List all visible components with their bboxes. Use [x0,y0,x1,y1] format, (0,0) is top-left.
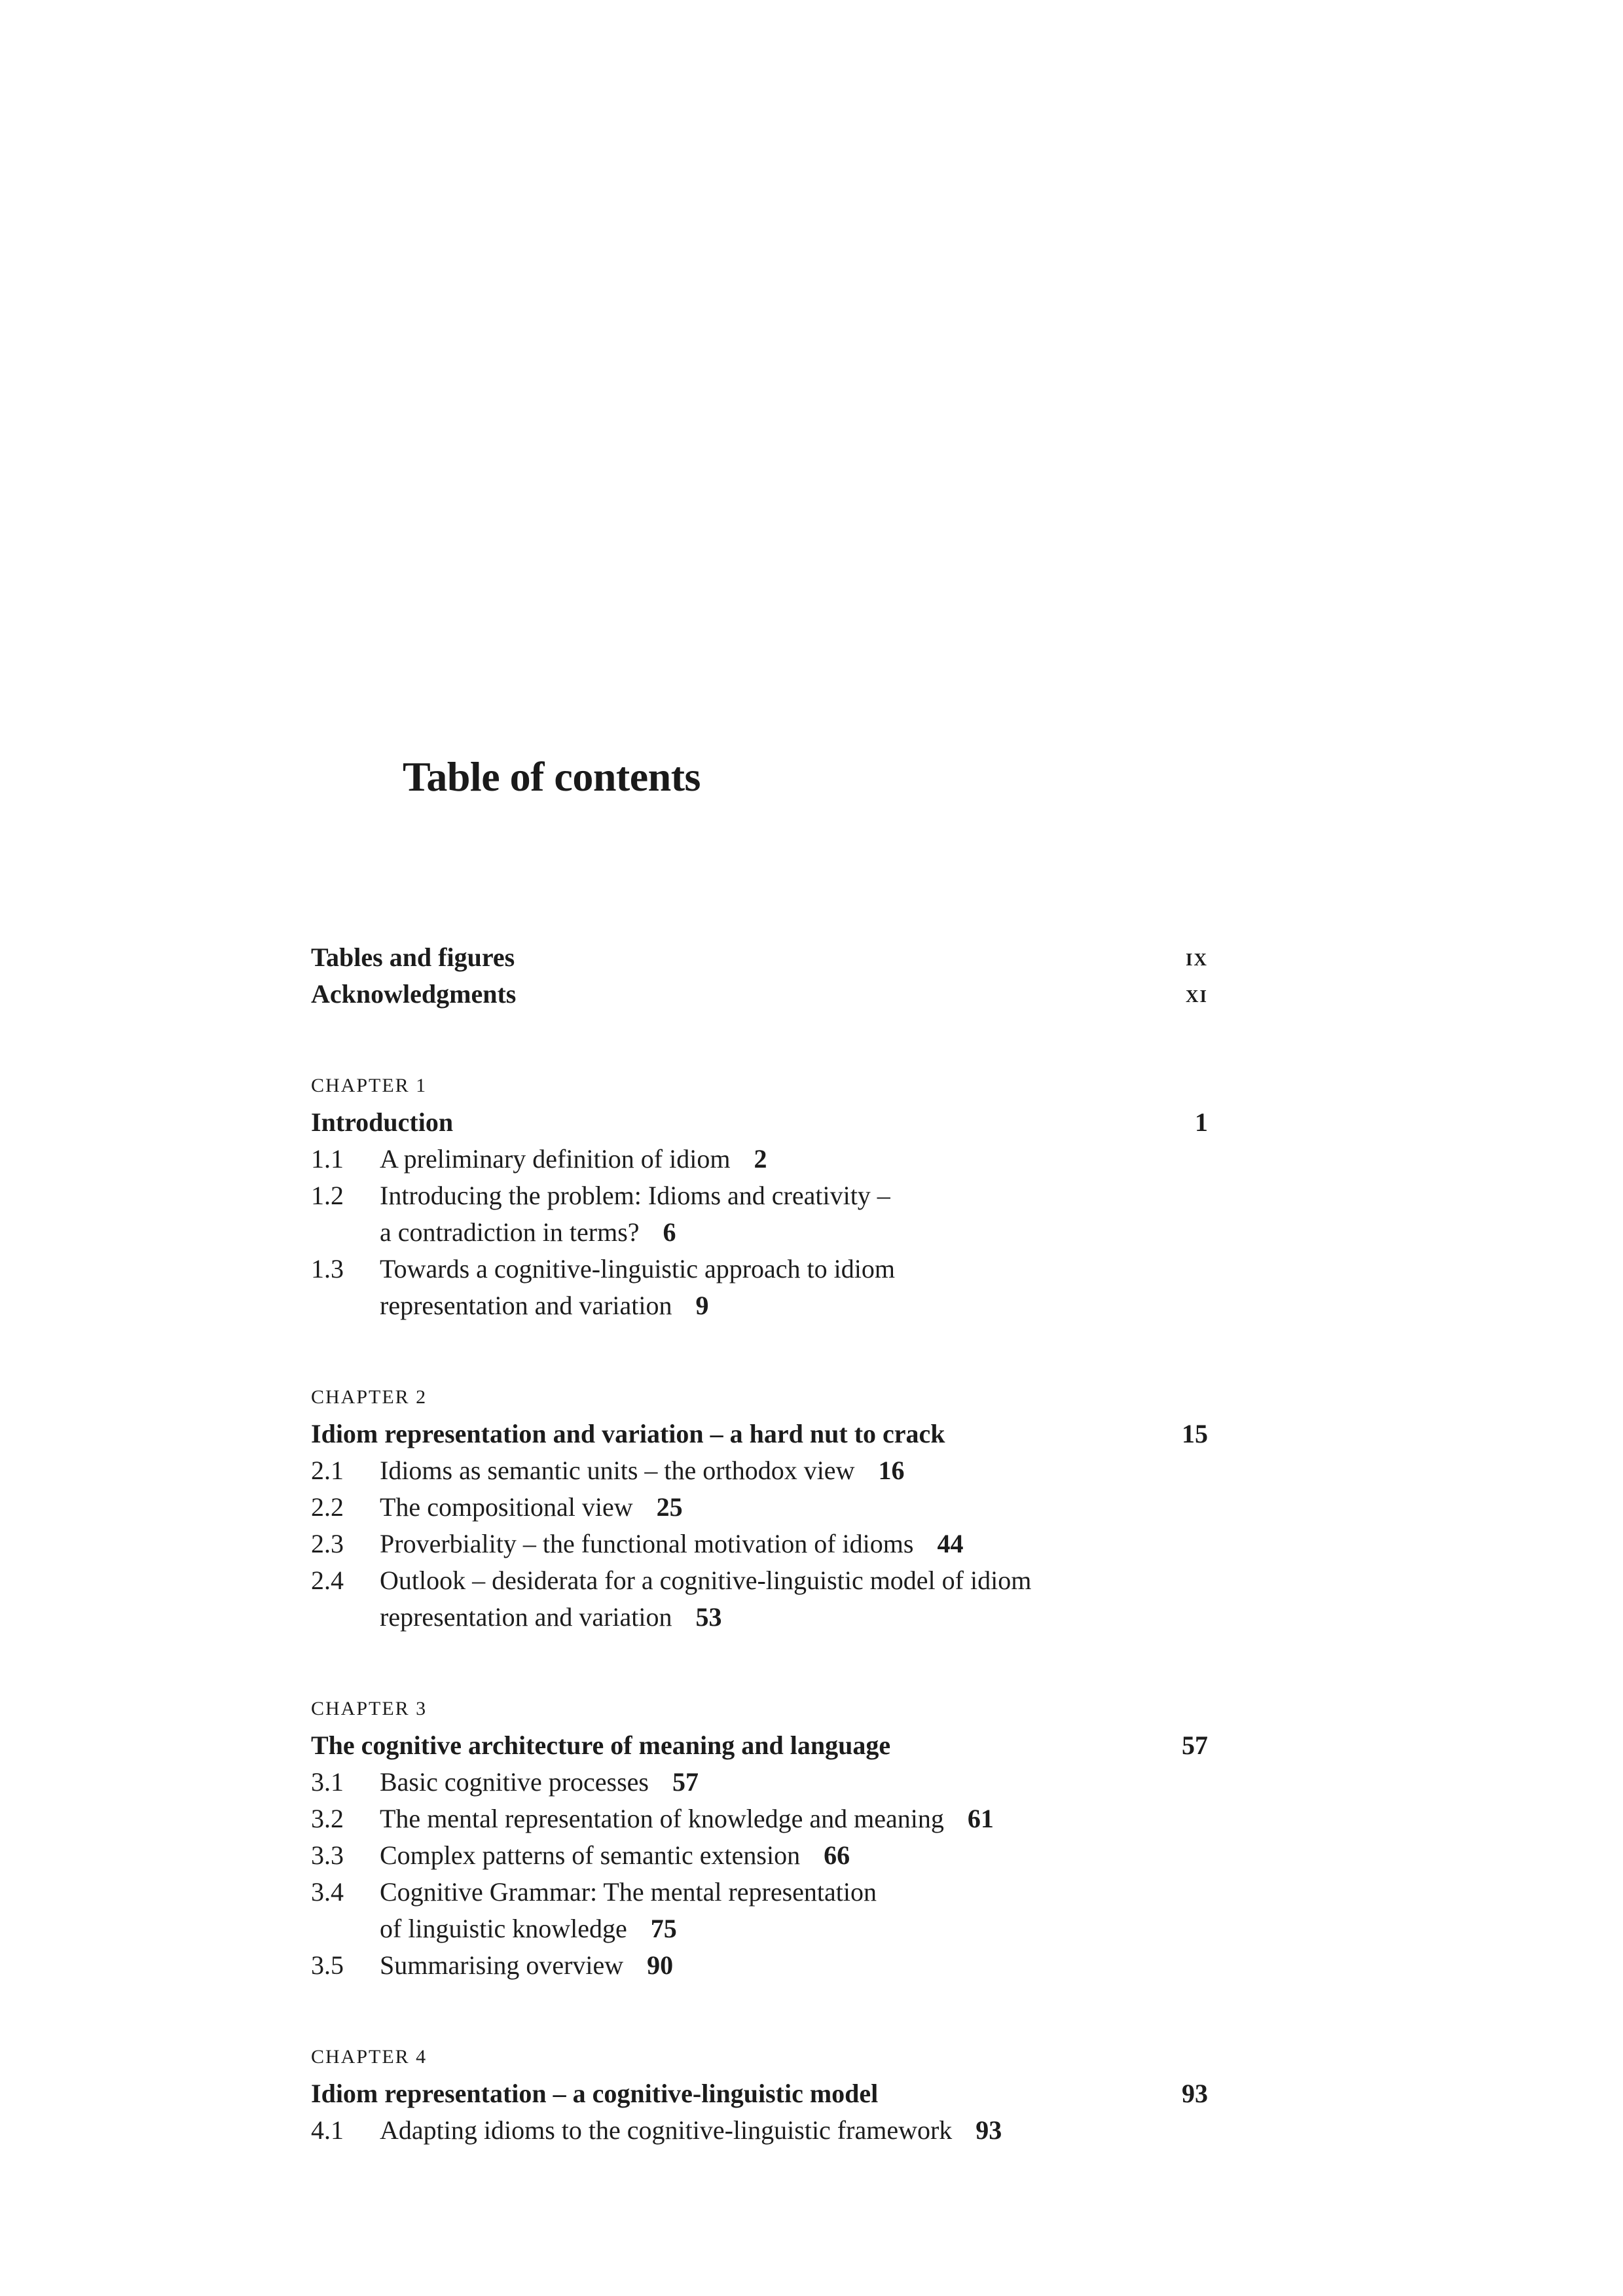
section-number: 4.1 [311,2115,344,2145]
entry-title: Tables and figures [311,942,515,972]
section-page: 57 [672,1767,699,1797]
section-title: Introducing the problem: Idioms and creativity – [380,1181,890,1210]
chapter-block [311,1383,1208,1636]
section-entry[interactable] [311,1177,1208,1251]
section-entry[interactable] [311,1947,1208,1984]
section-number: 1.3 [311,1254,344,1283]
section-entry[interactable] [311,1562,1208,1636]
section-page: 53 [695,1602,722,1632]
section-entry[interactable] [311,1452,1208,1489]
chapter-page: 93 [1182,2079,1208,2108]
chapter-title-entry[interactable] [311,1416,1208,1452]
section-title-cont: a contradiction in terms? [380,1217,640,1247]
section-page: 9 [695,1291,709,1320]
chapter-title-entry[interactable] [311,2075,1208,2112]
chapter-page: 15 [1182,1419,1208,1448]
section-title: Basic cognitive processes [380,1767,649,1797]
section-entry[interactable] [311,1874,1208,1947]
section-entry[interactable] [311,1764,1208,1801]
section-entry[interactable] [311,1141,1208,1177]
section-page: 93 [976,2115,1002,2145]
section-entry[interactable] [311,1251,1208,1324]
chapter-page: 57 [1182,1731,1208,1760]
section-title: Complex patterns of semantic extension [380,1840,801,1870]
section-entry[interactable] [311,1526,1208,1562]
section-page: 6 [663,1217,676,1247]
section-page: 2 [754,1144,767,1174]
section-title: A preliminary definition of idiom [380,1144,731,1174]
section-page: 61 [967,1804,994,1833]
section-page: 75 [650,1914,677,1943]
chapter-label: CHAPTER 3 [311,1698,428,1719]
section-title: The compositional view [380,1492,633,1522]
chapter-block [311,1071,1208,1324]
chapter-title-entry[interactable] [311,1104,1208,1141]
section-title-cont: representation and variation [380,1291,672,1320]
section-title: The mental representation of knowledge and meaning [380,1804,944,1833]
section-number: 3.1 [311,1767,344,1797]
chapter-title-entry[interactable] [311,1727,1208,1764]
section-number: 1.1 [311,1144,344,1174]
section-page: 25 [656,1492,683,1522]
section-title: Towards a cognitive-linguistic approach to idiom [380,1254,896,1283]
section-number: 2.4 [311,1566,344,1595]
chapter-label: CHAPTER 2 [311,1386,428,1408]
section-number: 3.3 [311,1840,344,1870]
section-page: 44 [937,1529,964,1558]
entry-page: ix [1185,944,1208,971]
chapter-title: The cognitive architecture of meaning and language [311,1731,891,1760]
section-title: Cognitive Grammar: The mental representation [380,1877,877,1907]
section-number: 2.1 [311,1456,344,1485]
chapter-label: CHAPTER 4 [311,2046,428,2068]
section-page: 16 [878,1456,905,1485]
chapter-page: 1 [1195,1107,1208,1137]
section-title: Adapting idioms to the cognitive-linguistic framework [380,2115,953,2145]
page-title: Table of contents [403,753,701,800]
entry-page: xi [1185,980,1208,1008]
entry-title: Acknowledgments [311,979,517,1009]
section-title: Proverbiality – the functional motivation of idioms [380,1529,914,1558]
section-number: 3.4 [311,1877,344,1907]
section-entry[interactable] [311,2112,1208,2149]
chapter-block [311,1695,1208,1984]
section-number: 3.2 [311,1804,344,1833]
chapter-block [311,2043,1208,2149]
section-number: 1.2 [311,1181,344,1210]
section-title: Outlook – desiderata for a cognitive-linguistic model of idiom [380,1566,1032,1595]
section-entry[interactable] [311,1489,1208,1526]
table-of-contents [311,939,1208,2149]
chapter-title: Introduction [311,1107,454,1137]
section-page: 90 [647,1950,674,1980]
toc-entry-front-matter[interactable] [311,939,1208,976]
section-page: 66 [824,1840,850,1870]
section-title-cont: of linguistic knowledge [380,1914,627,1943]
toc-entry-front-matter[interactable] [311,976,1208,1013]
section-number: 2.2 [311,1492,344,1522]
section-number: 2.3 [311,1529,344,1558]
section-entry[interactable] [311,1801,1208,1837]
section-title: Idioms as semantic units – the orthodox view [380,1456,855,1485]
chapter-label: CHAPTER 1 [311,1075,428,1096]
section-title-cont: representation and variation [380,1602,672,1632]
section-title: Summarising overview [380,1950,624,1980]
section-entry[interactable] [311,1837,1208,1874]
section-number: 3.5 [311,1950,344,1980]
chapter-title: Idiom representation and variation – a hard nut to crack [311,1419,945,1448]
chapter-title: Idiom representation – a cognitive-linguistic model [311,2079,879,2108]
